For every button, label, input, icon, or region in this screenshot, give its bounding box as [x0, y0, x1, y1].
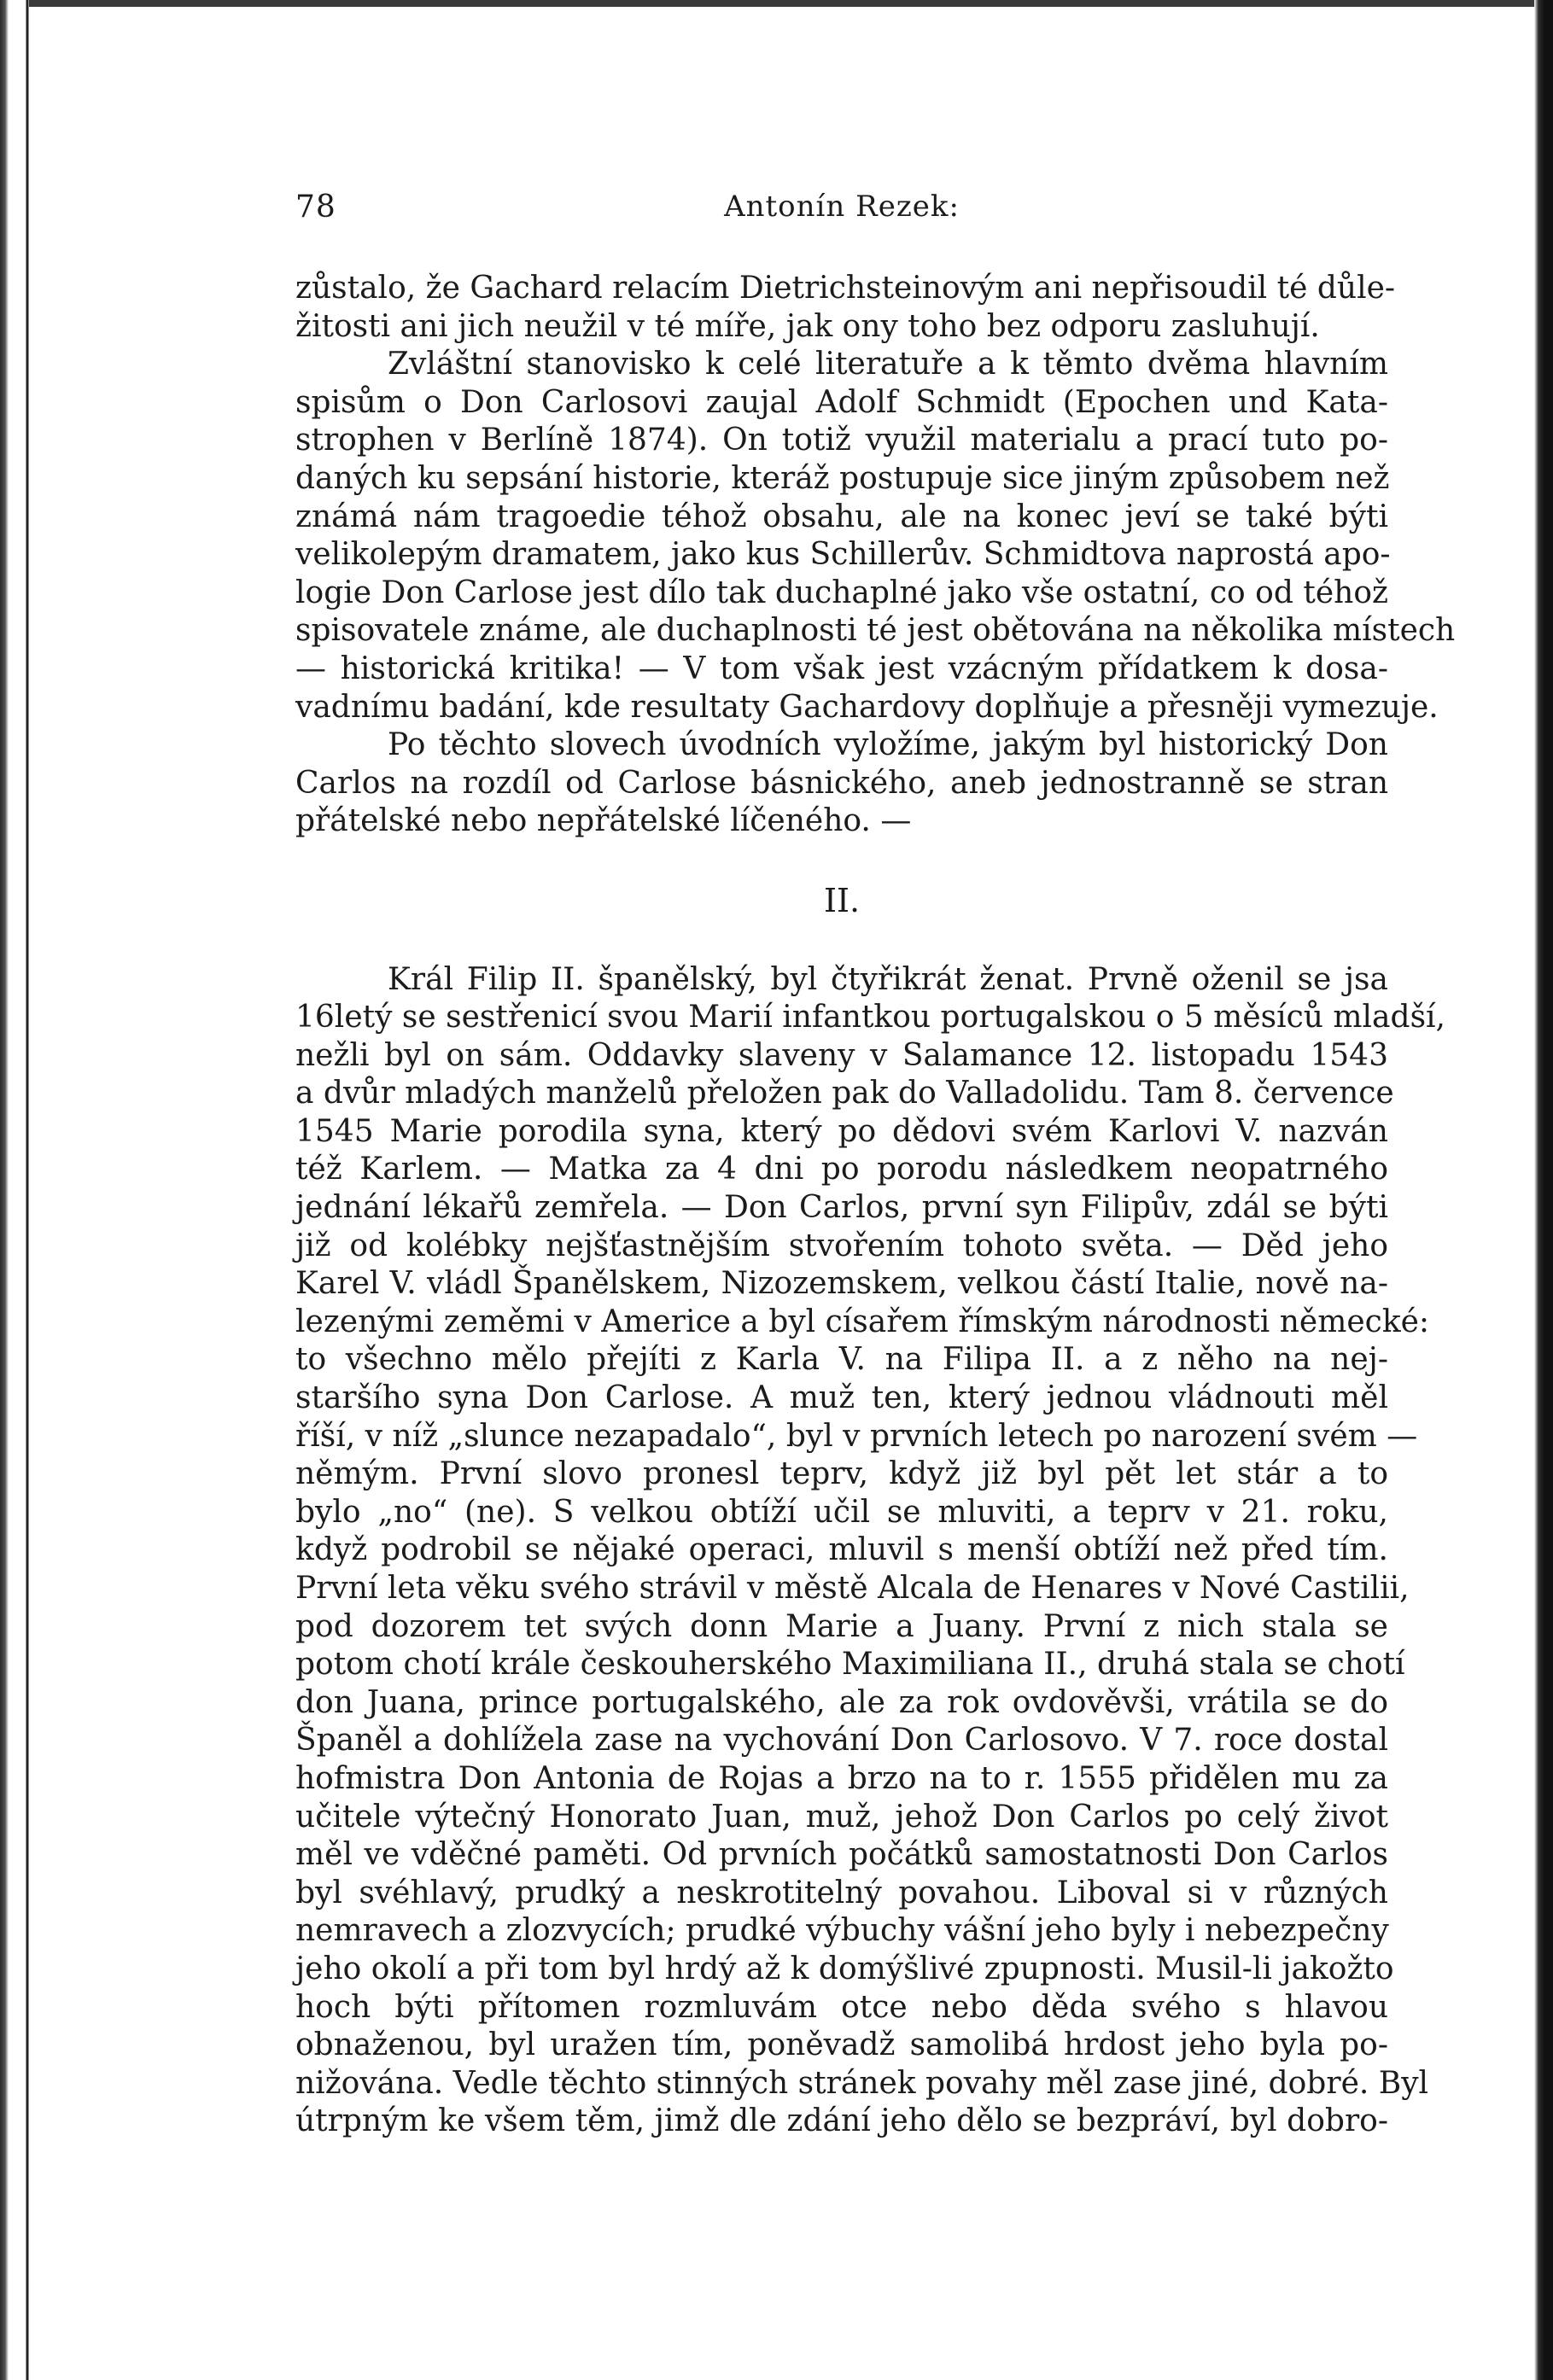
- text-line: Karel V. vládl Španělskem, Nizozemskem, velkou částí Italie, nově na-: [295, 1266, 1388, 1302]
- text-line: 16letý se sestřenicí svou Marií infantkou portugalskou o 5 měsíců mladší,: [295, 1000, 1445, 1035]
- text-line: Carlos na rozdíl od Carlose básnického, aneb jednostranně se stran: [295, 765, 1388, 801]
- text-line: jednání lékařů zemřela. — Don Carlos, první syn Filipův, zdál se býti: [295, 1190, 1388, 1226]
- text-line: spisovatele známe, ale duchaplnosti té jest obětována na několika místech: [295, 613, 1456, 649]
- text-line: daných ku sepsání historie, kteráž postupuje sice jiným způsobem než: [295, 460, 1390, 496]
- text-line: 1545 Marie porodila syna, který po dědovi svém Karlovi V. nazván: [295, 1113, 1388, 1149]
- text-line: potom chotí krále českouherského Maximiliana II., druhá stala se chotí: [295, 1647, 1405, 1683]
- text-line: obnaženou, byl uražen tím, poněvadž samolibá hrdost jeho byla po-: [295, 2027, 1388, 2063]
- text-line: též Karlem. — Matka za 4 dni po porodu následkem neopatrného: [295, 1152, 1388, 1187]
- text-line: říší, v níž „slunce nezapadalo“, byl v prvních letech po narození svém —: [295, 1418, 1418, 1454]
- text-line: bylo „no“ (ne). S velkou obtíží učil se mluviti, a teprv v 21. roku,: [295, 1494, 1388, 1530]
- text-line: to všechno mělo přejíti z Karla V. na Filipa II. a z něho na nej-: [295, 1342, 1388, 1378]
- text-line: pod dozorem tet svých donn Marie a Juany. První z nich stala se: [295, 1608, 1388, 1644]
- scan-edge-left: [0, 0, 29, 2380]
- text-line: žitosti ani jich neužil v té míře, jak ony toho bez odporu zasluhují.: [295, 308, 1320, 344]
- text-line: spisům o Don Carlosovi zaujal Adolf Schmidt (Epochen und Kata-: [295, 384, 1388, 420]
- text-line: útrpným ke všem těm, jimž dle zdání jeho dělo se bezpráví, byl dobro-: [295, 2103, 1388, 2139]
- scan-edge-top: [0, 0, 1553, 7]
- text-line: učitele výtečný Honorato Juan, muž, jehož Don Carlos po celý život: [295, 1799, 1388, 1835]
- text-line: byl svéhlavý, prudký a neskrotitelný povahou. Liboval si v různých: [295, 1875, 1388, 1910]
- scan-edge-right: [1534, 0, 1553, 2380]
- text-line: jeho okolí a při tom byl hrdý až k domýšlivé zpupnosti. Musil-li jakožto: [295, 1951, 1394, 1986]
- text-line: — historická kritika! — V tom však jest vzácným přídatkem k dosa-: [295, 650, 1388, 686]
- text-line: strophen v Berlíně 1874). On totiž využil materialu a prací tuto po-: [295, 423, 1388, 458]
- running-head: Antonín Rezek:: [724, 190, 960, 224]
- text-line: lezenými zeměmi v Americe a byl císařem římským národnosti německé:: [295, 1304, 1430, 1339]
- text-line: Král Filip II. španělský, byl čtyřikrát ženat. Prvně oženil se jsa: [388, 961, 1388, 997]
- section-title: II.: [823, 881, 861, 919]
- text-line: staršího syna Don Carlose. A muž ten, který jednou vládnouti měl: [295, 1380, 1388, 1416]
- text-line: hofmistra Don Antonia de Rojas a brzo na to r. 1555 přidělen mu za: [295, 1760, 1388, 1796]
- text-line: Španěl a dohlížela zase na vychování Don Carlosovo. V 7. roce dostal: [295, 1723, 1388, 1759]
- text-line: První leta věku svého strávil v městě Alcala de Henares v Nové Castilii,: [295, 1571, 1410, 1606]
- text-line: vadnímu badání, kde resultaty Gachardovy doplňuje a přesněji vymezuje.: [295, 689, 1439, 725]
- text-line: don Juana, prince portugalského, ale za rok ovdověvši, vrátila se do: [295, 1684, 1388, 1720]
- text-line: nemravech a zlozvycích; prudké výbuchy vášní jeho byly i nebezpečny: [295, 1913, 1389, 1949]
- text-line: když podrobil se nějaké operaci, mluvil s menší obtíží než před tím.: [295, 1532, 1388, 1568]
- text-line: známá nám tragoedie téhož obsahu, ale na konec jeví se také býti: [295, 499, 1388, 534]
- text-line: zůstalo, že Gachard relacím Dietrichsteinovým ani nepřisoudil té důle-: [295, 271, 1396, 306]
- text-line: nižována. Vedle těchto stinných stránek povahy měl zase jiné, dobré. Byl: [295, 2065, 1429, 2101]
- text-line: velikolepým dramatem, jako kus Schillerův. Schmidtova naprostá apo-: [295, 537, 1391, 573]
- text-line: přátelské nebo nepřátelské líčeného. —: [295, 803, 912, 839]
- text-line: a dvůr mladých manželů přeložen pak do Valladolidu. Tam 8. července: [295, 1076, 1394, 1111]
- text-line: již od kolébky nejšťastnějším stvořením tohoto světa. — Děd jeho: [295, 1228, 1388, 1263]
- text-line: logie Don Carlose jest dílo tak duchaplné jako vše ostatní, co od téhož: [295, 575, 1388, 610]
- text-line: němým. První slovo pronesl teprv, když již byl pět let stár a to: [295, 1456, 1388, 1492]
- text-line: Zvláštní stanovisko k celé literatuře a k těmto dvěma hlavním: [388, 347, 1388, 382]
- text-line: hoch býti přítomen rozmluvám otce nebo děda svého s hlavou: [295, 1989, 1388, 2025]
- page-number: 78: [295, 190, 336, 225]
- page-header: [295, 190, 1388, 232]
- body-text: [295, 270, 1456, 2141]
- text-line: měl ve vděčné paměti. Od prvních počátků samostatnosti Don Carlos: [295, 1837, 1388, 1873]
- text-line: nežli byl on sám. Oddavky slaveny v Salamance 12. listopadu 1543: [295, 1037, 1388, 1073]
- text-line: Po těchto slovech úvodních vyložíme, jakým byl historický Don: [388, 727, 1388, 763]
